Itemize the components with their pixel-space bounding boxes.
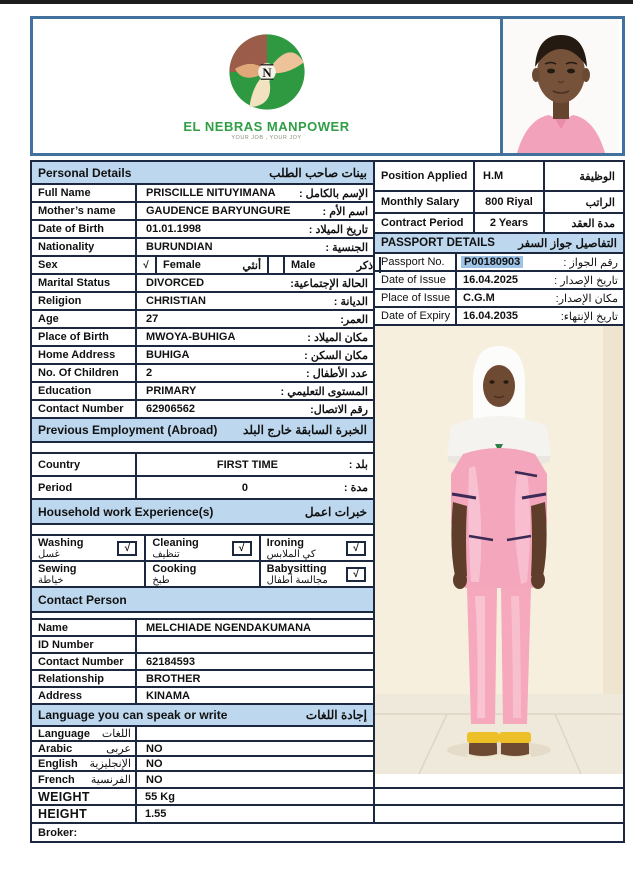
right-column — [375, 162, 623, 787]
form-row-full-name — [32, 185, 373, 203]
row-value: BROTHER — [146, 672, 201, 685]
row-label: No. Of Children — [32, 365, 137, 381]
previous-employment-header — [32, 419, 373, 443]
babysitting-checkbox[interactable]: √ — [346, 567, 366, 582]
skill-label: Sewing — [38, 562, 77, 575]
household-experience-header — [32, 500, 373, 525]
section-title-arabic: التفاصيل جواز السفر — [518, 238, 617, 250]
row-arabic-label: العمر: — [340, 313, 368, 326]
row-value: DIVORCED — [146, 277, 205, 289]
row-value: NO — [146, 757, 163, 770]
section-title-arabic: بينات صاحب الطلب — [269, 165, 367, 180]
row-value: 1.55 — [137, 806, 375, 822]
form-row-monthly-salary — [375, 192, 623, 214]
row-label: Place of Issue — [375, 290, 457, 306]
form-row-cp-id — [32, 637, 373, 654]
row-arabic-label: الإنجليزية — [89, 758, 131, 770]
full-body-photo — [375, 326, 623, 777]
form-row-contact-number — [32, 401, 373, 419]
row-value: 800 Riyal — [475, 192, 545, 212]
row-value: MWOYA-BUHIGA — [146, 331, 236, 343]
form-row-sex — [32, 257, 373, 275]
personal-details-header — [32, 162, 373, 185]
form-row-weight — [32, 787, 623, 806]
row-label: Language — [38, 727, 90, 740]
row-label: Relationship — [32, 671, 137, 686]
ironing-checkbox[interactable]: √ — [346, 541, 366, 556]
form-row-english — [32, 757, 373, 772]
skill-washing — [32, 536, 146, 560]
agency-logo-mark-icon — [227, 32, 307, 117]
row-arabic-label: رقم الاتصال: — [310, 403, 368, 416]
row-arabic-label: عدد الأطفال : — [305, 367, 368, 380]
form-row-religion — [32, 293, 373, 311]
row-arabic-label: عربى — [106, 743, 131, 755]
row-label: Contract Period — [375, 214, 475, 232]
section-title-arabic: إجادة اللغات — [305, 708, 367, 722]
skill-sewing — [32, 562, 146, 586]
top-border-strip — [0, 0, 633, 4]
skill-cooking — [146, 562, 260, 586]
skill-arabic-label: تنظيف — [152, 548, 180, 560]
row-value: PRISCILLE NITUYIMANA — [146, 187, 276, 199]
form-row-cp-contact — [32, 654, 373, 671]
row-value: FIRST TIME — [216, 458, 278, 471]
passport-photo — [500, 19, 622, 153]
row-label: Religion — [32, 293, 137, 309]
row-label: English — [38, 757, 78, 770]
row-value: BUHIGA — [146, 349, 190, 361]
form-row-date-of-issue — [375, 272, 623, 290]
row-arabic-label: مكان السكن : — [304, 349, 368, 362]
form-row-marital-status — [32, 275, 373, 293]
skill-arabic-label: خياطة — [38, 574, 64, 586]
row-label: Age — [32, 311, 137, 327]
form-row-language — [32, 727, 373, 742]
agency-tagline: YOUR JOB , YOUR JOY — [231, 134, 302, 141]
row-label: Contact Number — [32, 401, 137, 417]
form-row-passport-no — [375, 254, 623, 272]
empty-row — [32, 613, 373, 620]
section-title: Previous Employment (Abroad) — [38, 423, 218, 437]
row-arabic-label: مكان الإصدار: — [555, 292, 618, 305]
section-title: PASSPORT DETAILS — [381, 237, 495, 249]
row-label: Arabic — [38, 742, 73, 755]
form-row-arabic — [32, 742, 373, 757]
skill-arabic-label: غسل — [38, 548, 60, 560]
form-row-broker — [32, 824, 623, 841]
row-label: Contact Number — [32, 654, 137, 669]
language-header — [32, 705, 373, 727]
row-value: NO — [146, 773, 163, 786]
form-row-education — [32, 383, 373, 401]
male-label: Male — [291, 259, 316, 271]
row-value: PRIMARY — [146, 385, 197, 397]
agency-name: EL NEBRAS MANPOWER — [183, 118, 350, 134]
row-value: 2 Years — [475, 214, 545, 232]
row-label: Nationality — [32, 239, 137, 255]
row-label: Full Name — [32, 185, 137, 201]
row-arabic-label: مدة : — [343, 482, 368, 494]
cleaning-checkbox[interactable]: √ — [232, 541, 252, 556]
skills-row-1 — [32, 536, 373, 562]
skill-label: Cooking — [152, 562, 197, 575]
row-arabic-label: تاريخ الإصدار : — [554, 274, 618, 287]
row-label: Broker: — [38, 826, 78, 839]
row-arabic-label: الراتب — [585, 196, 615, 209]
male-arabic-label: ذكر — [356, 259, 373, 272]
row-label: Period — [32, 477, 137, 498]
female-option — [157, 257, 269, 273]
row-label: Date of Issue — [375, 272, 457, 288]
row-value: 55 Kg — [137, 789, 375, 804]
row-label: Education — [32, 383, 137, 399]
row-label: Monthly Salary — [375, 192, 475, 212]
form-row-cp-address — [32, 688, 373, 705]
section-title-arabic: الخبرة السابقة خارج البلد — [243, 423, 367, 437]
row-label: HEIGHT — [32, 806, 137, 822]
row-label: Marital Status — [32, 275, 137, 291]
empty-row — [32, 525, 373, 536]
form-row-date-of-birth — [32, 221, 373, 239]
male-checkbox[interactable] — [269, 257, 285, 273]
row-value: CHRISTIAN — [146, 295, 206, 307]
skill-arabic-label: كي الملابس — [266, 548, 316, 560]
form-row-french — [32, 772, 373, 787]
row-arabic-label: المستوى التعليمي : — [280, 385, 368, 398]
row-arabic-label: الحالة الإجتماعية: — [290, 277, 368, 290]
empty-row — [32, 443, 373, 454]
row-label: WEIGHT — [32, 789, 137, 804]
form-row-position-applied — [375, 162, 623, 192]
skill-ironing — [261, 536, 373, 560]
row-value: 62184593 — [146, 655, 195, 668]
row-value: 0 — [241, 481, 248, 494]
form-row-cp-name — [32, 620, 373, 637]
row-arabic-label: الديانة : — [333, 295, 368, 308]
row-arabic-label: مكان الميلاد : — [307, 331, 368, 344]
form-row-place-of-issue — [375, 290, 623, 308]
row-label: Position Applied — [375, 162, 475, 190]
row-arabic-label: الجنسية : — [325, 241, 368, 254]
section-title: Household work Experience(s) — [38, 504, 214, 519]
row-value: 16.04.2035 — [463, 310, 519, 322]
row-arabic-label: الوظيفة — [579, 170, 615, 183]
row-value: MELCHIADE NGENDAKUMANA — [146, 621, 311, 634]
row-value: 16.04.2025 — [463, 274, 519, 286]
female-label: Female — [163, 259, 201, 271]
washing-checkbox[interactable]: √ — [117, 541, 137, 556]
svg-text:N: N — [261, 65, 272, 80]
row-value: 27 — [146, 313, 159, 325]
row-label: Date of Expiry — [375, 308, 457, 324]
row-arabic-label: الفرنسية — [90, 774, 131, 786]
row-label: Home Address — [32, 347, 137, 363]
form-row-children — [32, 365, 373, 383]
section-title-arabic: خبرات اعمل — [304, 504, 367, 519]
row-value: 2 — [146, 367, 153, 379]
row-value: BURUNDIAN — [146, 241, 213, 253]
form-row-period — [32, 477, 373, 500]
row-label: ID Number — [32, 637, 137, 652]
document-header — [30, 16, 625, 156]
row-label: Place of Birth — [32, 329, 137, 345]
section-title: Personal Details — [38, 165, 132, 180]
skill-babysitting — [261, 562, 373, 586]
skill-label: Washing — [38, 536, 84, 549]
form-row-age — [32, 311, 373, 329]
row-label: Mother’s name — [32, 203, 137, 219]
row-value: 62906562 — [146, 403, 195, 415]
row-label: Country — [32, 454, 137, 475]
application-form — [30, 160, 625, 843]
row-value: NO — [146, 742, 163, 755]
form-row-home-address — [32, 347, 373, 365]
row-label: French — [38, 773, 75, 786]
row-value: P00180903 — [461, 256, 523, 268]
section-title: Contact Person — [38, 592, 127, 607]
row-value: 01.01.1998 — [146, 223, 202, 235]
skill-label: Ironing — [266, 536, 304, 549]
skill-arabic-label: طبخ — [152, 574, 170, 586]
contact-person-header — [32, 588, 373, 613]
form-row-date-of-expiry — [375, 308, 623, 326]
form-row-contract-period — [375, 214, 623, 234]
row-label: Address — [32, 688, 137, 703]
skill-label: Babysitting — [266, 562, 327, 575]
row-label: Sex — [32, 257, 137, 273]
form-row-cp-relationship — [32, 671, 373, 688]
agency-logo — [33, 19, 500, 153]
row-label: Passport No. — [375, 254, 457, 270]
female-arabic-label: أنثي — [242, 259, 261, 272]
row-value: C.G.M — [463, 292, 495, 304]
passport-details-header — [375, 234, 623, 254]
row-value: GAUDENCE BARYUNGURE — [146, 205, 291, 217]
skill-cleaning — [146, 536, 260, 560]
form-row-nationality — [32, 239, 373, 257]
row-arabic-label: الإسم بالكامل : — [298, 187, 368, 200]
row-label: Date of Birth — [32, 221, 137, 237]
male-option — [285, 257, 381, 273]
form-row-country — [32, 454, 373, 477]
row-arabic-label: تاريخ الإنتهاء: — [560, 310, 618, 323]
skill-arabic-label: مجالسة أطفال — [266, 574, 328, 586]
row-arabic-label: اللغات — [101, 728, 131, 740]
form-row-height — [32, 806, 623, 824]
row-value: H.M — [475, 162, 545, 190]
row-arabic-label: تاريخ الميلاد : — [308, 223, 368, 236]
section-title: Language you can speak or write — [38, 708, 228, 722]
skills-row-2 — [32, 562, 373, 588]
row-value: KINAMA — [146, 689, 190, 702]
row-label: Name — [32, 620, 137, 635]
left-column — [32, 162, 375, 787]
row-arabic-label: مدة العقد — [571, 217, 615, 230]
form-row-place-of-birth — [32, 329, 373, 347]
row-arabic-label: بلد : — [348, 459, 368, 471]
skill-label: Cleaning — [152, 536, 199, 549]
row-arabic-label: رقم الجواز : — [563, 256, 618, 269]
row-arabic-label: اسم الأم : — [322, 205, 368, 218]
female-checkbox[interactable]: √ — [137, 257, 157, 273]
form-row-mothers-name — [32, 203, 373, 221]
